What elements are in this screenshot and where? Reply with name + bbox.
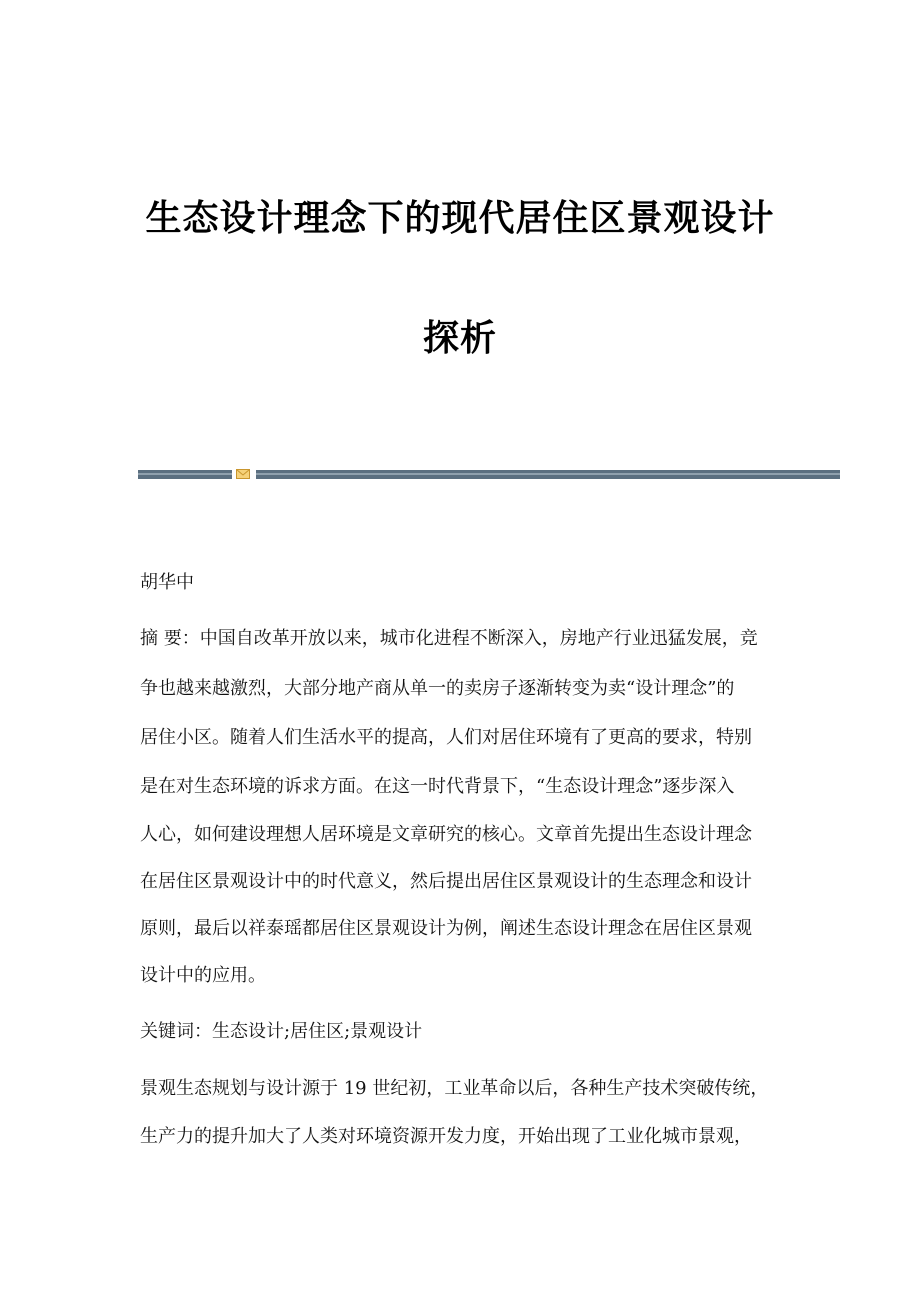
body-line: 生产力的提升加大了人类对环境资源开发力度，开始出现了工业化城市景观， [140,1126,752,1147]
title-line-1: 生态设计理念下的现代居住区景观设计 [145,198,775,239]
title-line-2: 探析 [422,318,497,359]
abstract-line: 设计中的应用。 [140,965,266,986]
abstract-line: 是在对生态环境的诉求方面。在这一时代背景下，“生态设计理念”逐步深入 [140,776,735,797]
body-line: 景观生态规划与设计源于 19 世纪初，工业革命以后，各种生产技术突破传统， [140,1078,769,1099]
abstract-line: 原则，最后以祥泰瑶都居住区景观设计为例，阐述生态设计理念在居住区景观 [140,918,752,939]
author-name: 胡华中 [140,572,194,593]
abstract-line: 争也越来越激烈，大部分地产商从单一的卖房子逐渐转变为卖“设计理念”的 [140,678,735,699]
abstract-line: 摘 要：中国自改革开放以来，城市化进程不断深入，房地产行业迅猛发展，竞 [140,628,758,649]
envelope-icon [236,468,250,480]
abstract-line: 人心，如何建设理想人居环境是文章研究的核心。文章首先提出生态设计理念 [140,824,752,845]
keywords: 关键词：生态设计;居住区;景观设计 [140,1021,423,1042]
divider-right [256,470,840,479]
abstract-line: 居住小区。随着人们生活水平的提高，人们对居住环境有了更高的要求，特别 [140,727,752,748]
abstract-line: 在居住区景观设计中的时代意义，然后提出居住区景观设计的生态理念和设计 [140,871,752,892]
divider-left [138,470,232,479]
